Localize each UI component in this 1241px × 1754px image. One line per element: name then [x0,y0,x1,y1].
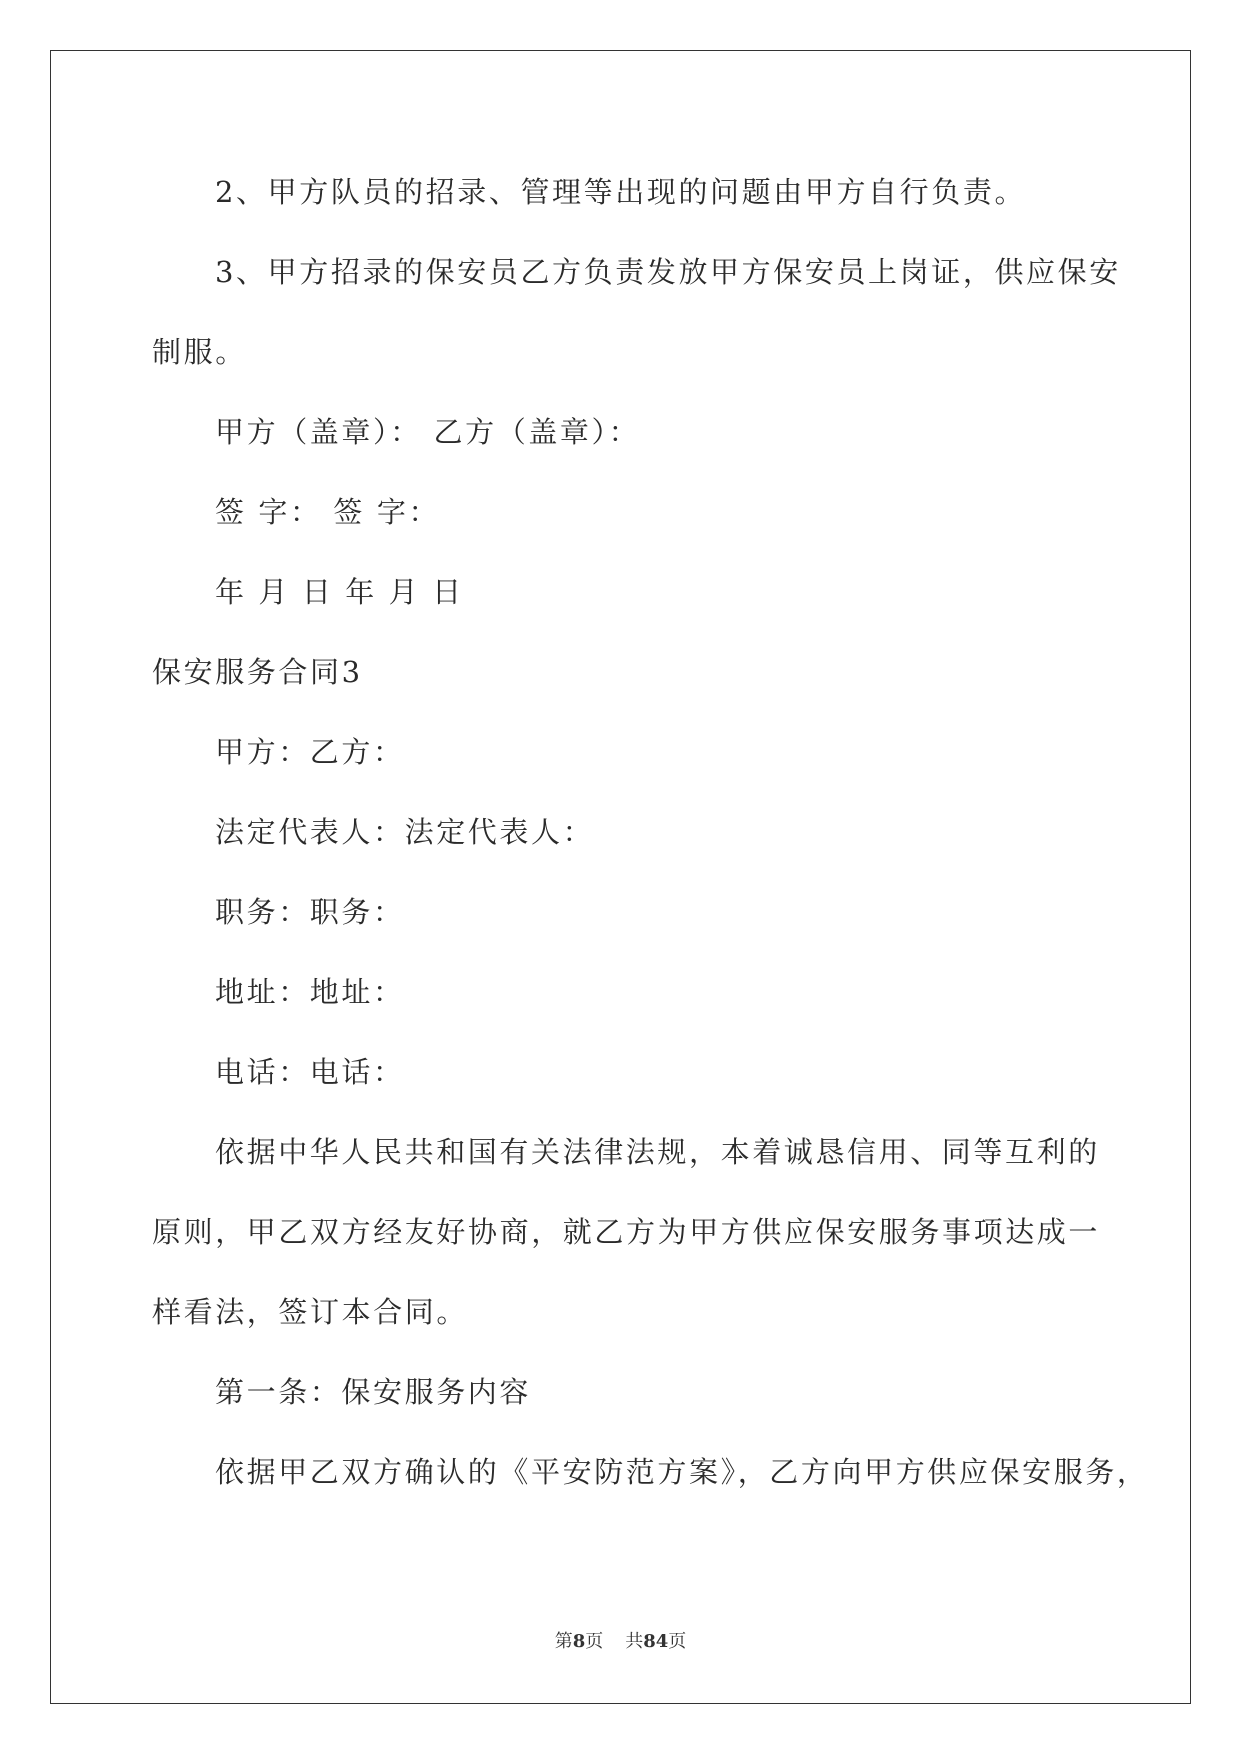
page-prefix: 第 [554,1631,573,1652]
party-line: 甲方：乙方： [215,735,405,769]
preamble-line-2: 原则，甲乙双方经友好协商，就乙方为甲方供应保安服务事项达成一 [152,1215,1101,1249]
phone-line: 电话：电话： [215,1055,405,1089]
seal-line: 甲方（盖章）： 乙方（盖章）： [215,415,641,449]
text-line-item-3: 3、甲方招录的保安员乙方负责发放甲方保安员上岗证，供应保安 [215,255,1121,289]
signature-line: 签 字： 签 字： [215,495,441,529]
page-number: 8 [572,1631,586,1652]
page-footer [0,1630,1241,1654]
date-line: 年 月 日 年 月 日 [215,575,464,609]
section-title: 保安服务合同3 [152,655,363,689]
legal-rep-line: 法定代表人：法定代表人： [215,815,595,849]
address-line: 地址：地址： [215,975,405,1009]
text-line-item-2: 2、甲方队员的招录、管理等出现的问题由甲方自行负责。 [215,175,1027,209]
total-pages: 84 [643,1631,669,1652]
page-suffix: 页 [585,1631,604,1652]
preamble-line-1: 依据中华人民共和国有关法律法规，本着诚恳信用、同等互利的 [215,1135,1100,1169]
article-1-body: 依据甲乙双方确认的《平安防范方案》，乙方向甲方供应保安服务， [215,1455,1149,1489]
total-suffix: 页 [668,1631,687,1652]
text-line-item-3-cont: 制服。 [152,335,247,369]
article-1-heading: 第一条：保安服务内容 [215,1375,532,1409]
total-prefix: 共 [625,1631,644,1652]
preamble-line-3: 样看法，签订本合同。 [152,1295,469,1329]
position-line: 职务：职务： [215,895,405,929]
